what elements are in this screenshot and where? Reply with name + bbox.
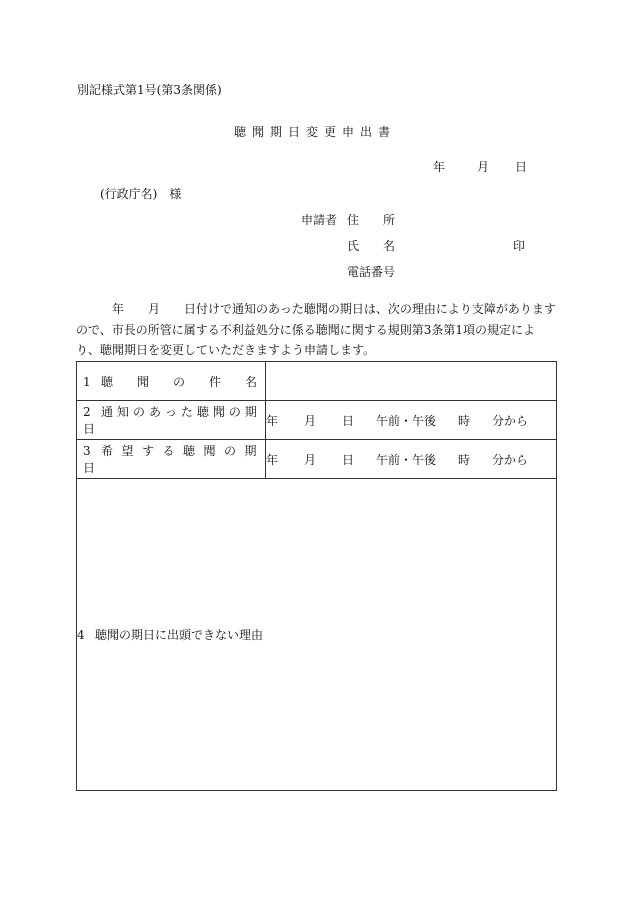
row-label: 聴聞の期日に出頭できない理由: [95, 628, 264, 642]
table-row: [77, 401, 557, 440]
dt-hour: 時: [458, 452, 471, 467]
applicant-label: 申請者: [301, 213, 338, 227]
application-form-table: [76, 361, 557, 791]
address-label: 住 所: [347, 213, 396, 227]
submission-date: [433, 160, 527, 174]
dt-minute: 分から: [492, 452, 529, 467]
dt-hour: 時: [458, 413, 471, 428]
statement-month: 月: [148, 302, 161, 316]
absence-reason-field[interactable]: [77, 479, 557, 791]
dt-year: 年: [266, 452, 279, 467]
statement-year: 年: [112, 302, 125, 316]
row-number: 4: [77, 628, 85, 642]
table-row: [77, 440, 557, 479]
hearing-subject-label: [77, 362, 266, 401]
row-label: 希望する聴聞の期日: [83, 444, 266, 475]
application-statement: [76, 299, 558, 361]
statement-text: 日付けで通知のあった聴聞の期日は、次の理由により支障がありますので、市長の所管に属する不利益処分に係る聴聞に関する規則第3条第1項の規定により、聴聞期日を変更していただきますよう申請します。: [76, 302, 556, 357]
dt-year: 年: [266, 413, 279, 428]
desired-date-field[interactable]: [266, 440, 557, 479]
dt-day: 日: [342, 413, 355, 428]
dt-ampm: 午前・午後: [376, 452, 437, 467]
row-number: 1: [83, 374, 91, 389]
form-label: 別記様式第1号(第3条関係): [77, 83, 222, 97]
dt-day: 日: [342, 452, 355, 467]
date-year: 年: [432, 160, 445, 174]
row-number: 3: [83, 444, 91, 458]
desired-date-label: [77, 440, 266, 479]
notified-date-label: [77, 401, 266, 440]
dt-minute: 分から: [492, 413, 529, 428]
table-row: [77, 362, 557, 401]
row-number: 2: [83, 405, 91, 419]
date-day: 日: [514, 160, 527, 174]
row-label: 聴 聞 の 件 名: [101, 374, 258, 389]
document-title: 聴聞期日変更申出書: [233, 125, 396, 139]
hearing-subject-field[interactable]: [266, 362, 557, 401]
addressee: (行政庁名) 様: [100, 187, 182, 201]
dt-month: 月: [304, 413, 317, 428]
seal-mark: 印: [513, 239, 526, 253]
row-label: 通知のあった聴聞の期日: [83, 405, 261, 436]
date-month: 月: [476, 160, 489, 174]
dt-ampm: 午前・午後: [376, 413, 437, 428]
dt-month: 月: [304, 452, 317, 467]
table-row: [77, 479, 557, 791]
phone-label: 電話番号: [347, 265, 396, 279]
notified-date-field[interactable]: [266, 401, 557, 440]
name-label: 氏 名: [347, 239, 396, 253]
